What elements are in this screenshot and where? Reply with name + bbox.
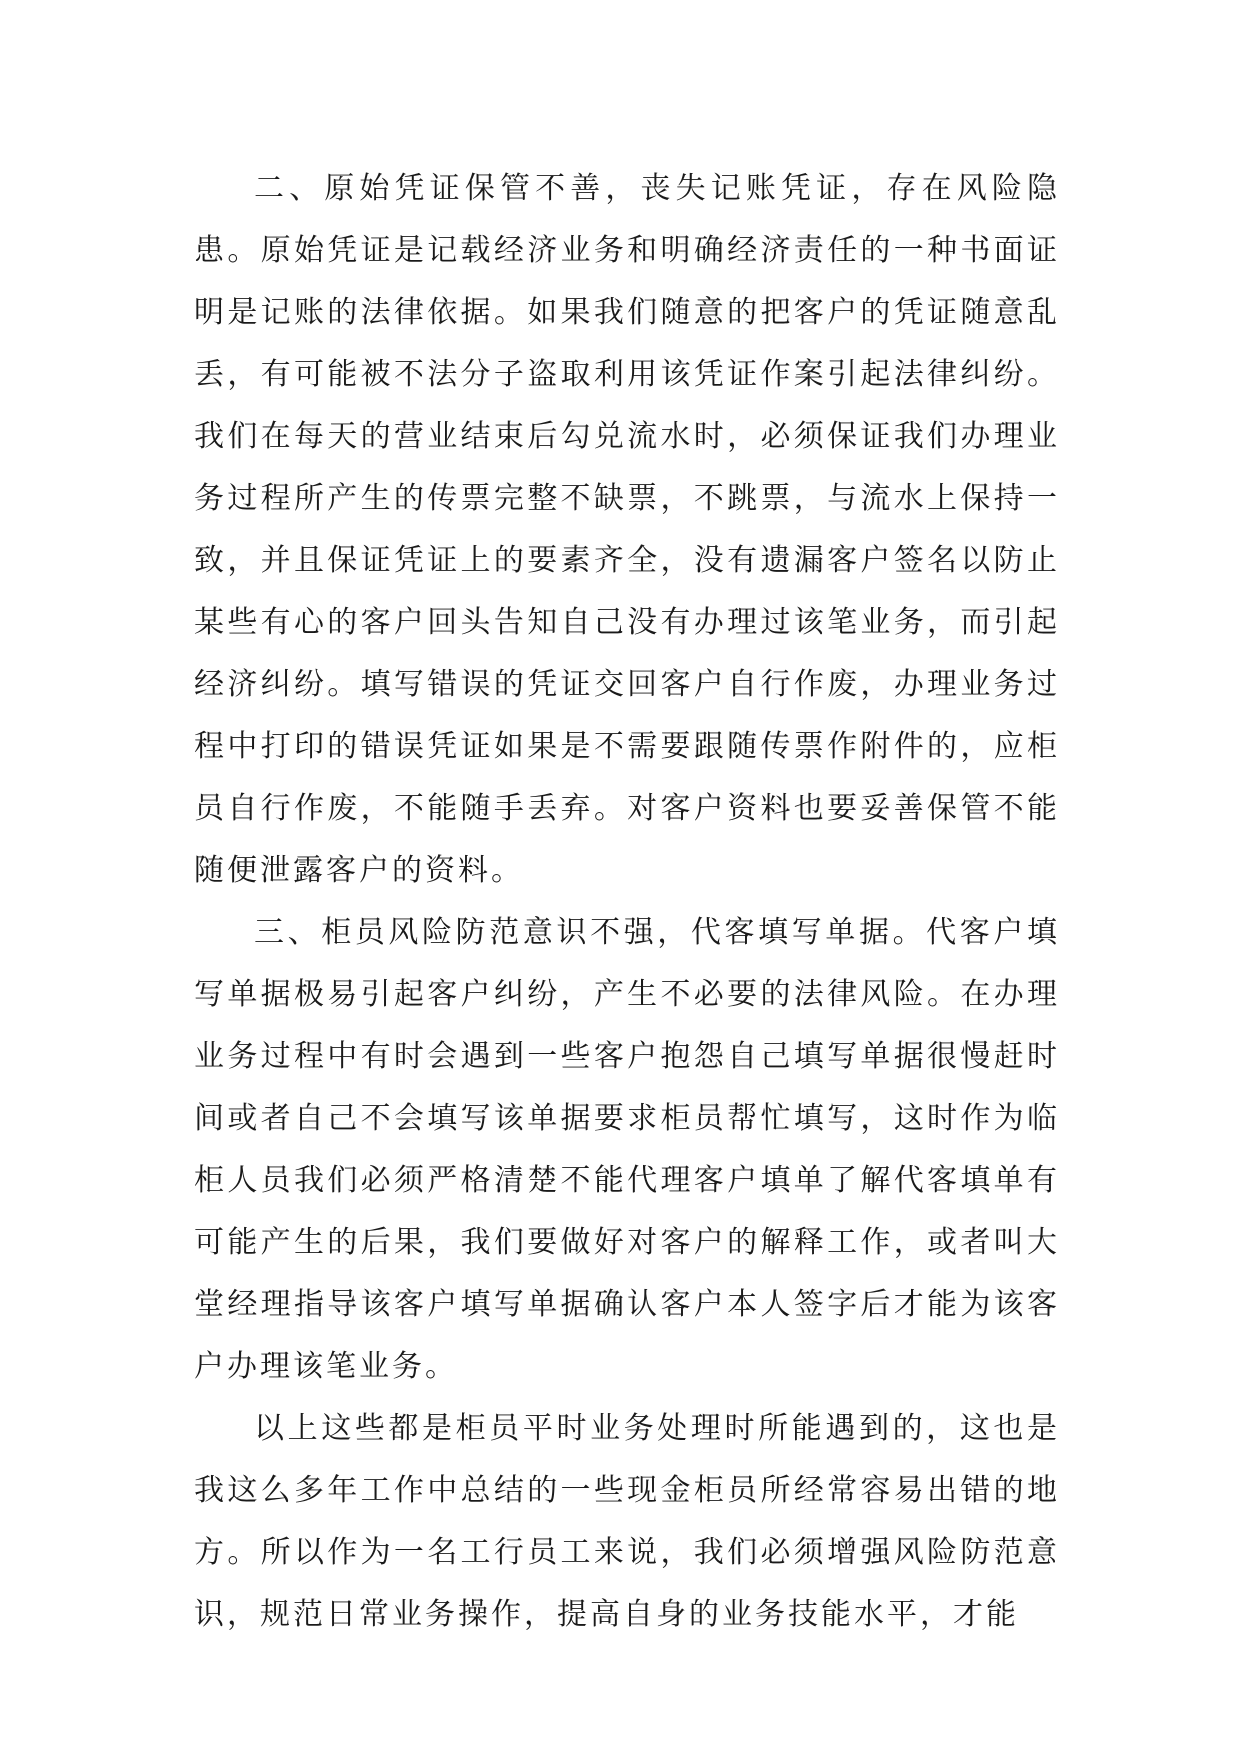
document-body	[194, 158, 1060, 1646]
paragraph-teller-risk-awareness: 三、柜员风险防范意识不强，代客填写单据。代客户填写单据极易引起客户纠纷，产生不必要的法律风险。在办理业务过程中有时会遇到一些客户抱怨自己填写单据很慢赶时间或者自己不会填写该单据要求柜员帮忙填写，这时作为临柜人员我们必须严格清楚不能代理客户填单了解代客填单有可能产生的后果，我们要做好对客户的解释工作，或者叫大堂经理指导该客户填写单据确认客户本人签字后才能为该客户办理该笔业务。	[194, 915, 1060, 1384]
paragraph-summary: 以上这些都是柜员平时业务处理时所能遇到的，这也是我这么多年工作中总结的一些现金柜员所经常容易出错的地方。所以作为一名工行员工来说，我们必须增强风险防范意识，规范日常业务操作，提高自身的业务技能水平，才能	[194, 1411, 1060, 1632]
paragraph-original-voucher-custody: 二、原始凭证保管不善，丧失记账凭证，存在风险隐患。原始凭证是记载经济业务和明确经济责任的一种书面证明是记账的法律依据。如果我们随意的把客户的凭证随意乱丢，有可能被不法分子盗取利用该凭证作案引起法律纠纷。我们在每天的营业结束后勾兑流水时，必须保证我们办理业务过程所产生的传票完整不缺票，不跳票，与流水上保持一致，并且保证凭证上的要素齐全，没有遗漏客户签名以防止某些有心的客户回头告知自己没有办理过该笔业务，而引起经济纠纷。填写错误的凭证交回客户自行作废，办理业务过程中打印的错误凭证如果是不需要跟随传票作附件的，应柜员自行作废，不能随手丢弃。对客户资料也要妥善保管不能随便泄露客户的资料。	[194, 171, 1060, 888]
